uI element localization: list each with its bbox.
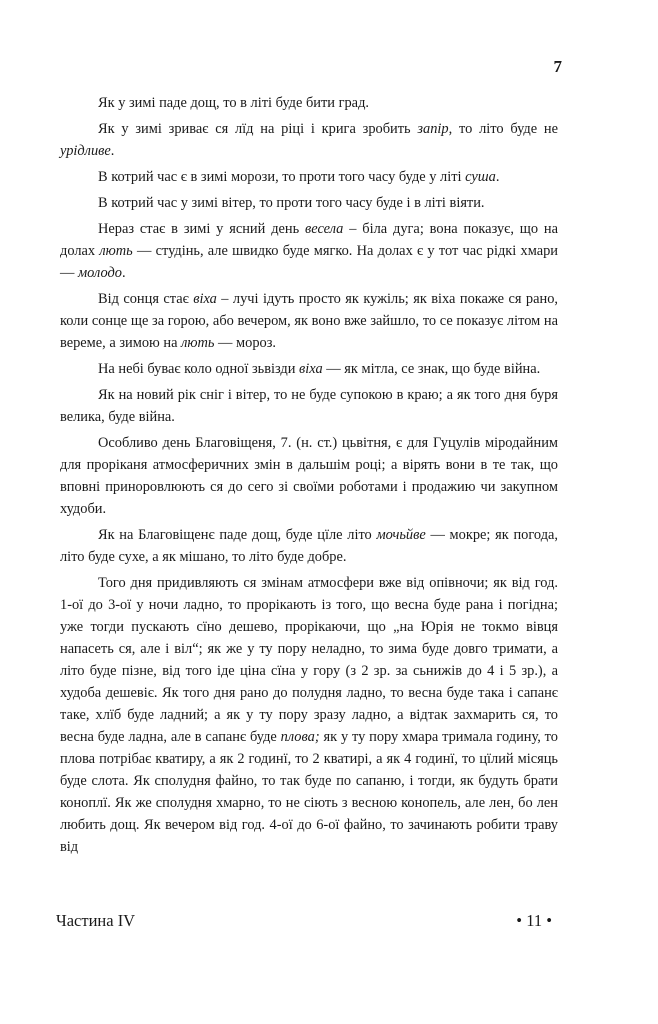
paragraph: Як на новий рік сніг і вітер, то не буде супокою в краю; а як того дня буря велика, буде війна. [60, 387, 558, 425]
paragraph: Нераз стає в зимі у ясний день весела – біла дуга; вона показує, що на долах лють — студінь, але швидко буде мягко. На долах є у тот час рідкі хмари — молодо. [60, 221, 558, 281]
paragraph: В котрий час є в зимі морози, то проти того часу буде у літі суша. [98, 169, 500, 185]
page-number: 7 [553, 57, 562, 76]
body-text [60, 92, 558, 862]
paragraph: Особливо день Благовіщеня, 7. (н. ст.) цьвітня, є для Гуцулів міродайним для проріканя атмосферичних змін в дальшім році; а вірять вони в те так, що вповні приноровлюють ся до сего зі своїми роботами і продажию чи закупном худоби. [60, 435, 558, 517]
paragraph: Як на Благовіщенє паде дощ, буде цїле літо мочьйве — мокре; як погода, літо буде сухе, а як мішано, то літо буде добре. [60, 527, 558, 565]
paragraph: Того дня придивляють ся змінам атмосфери вже від опівночи; як від год. 1-ої до 3-ої у ночи ладно, то прорікають із того, що весна буде рана і погідна; уже тогди пускають сїно дешево, прорікаючи, що „на Юрія не токмо вівця напасеть ся, але і віл“; як же у ту пору неладно, то зима буде довго тримати, а літо буде пізне, від того іде ціна сїна у гору (з 2 зр. за сьнижів до 4 і 5 зр.), а худоба дешевіє. Як того дня рано до полудня ладно, то весна буде така і сапанє таке, хлїб буде ладний; а як у ту пору зразу ладно, а відтак захмарить ся, то весна буде ладна, але в сапанє буде плова; як у ту пору хмара тримала годину, то плова потрібає кватиру, а як 2 годинї, то 2 кватирі, а як 4 годинї, то цїлий місяць буде слота. Як сполудня файно, то так буде по сапаню, і тогди, як будуть брати коноплї. Як же сполудня хмарно, то не сіють з весною конопель, але лен, бо лен любить дощ. Як вечером від год. 4-ої до 6-ої файно, то зачинають робити траву від [60, 575, 558, 855]
paragraph: Як у зимі паде дощ, то в літі буде бити град. [98, 95, 369, 111]
footer-page-number: • 11 • [516, 911, 552, 930]
footer-section-title: Частина IV [56, 911, 136, 930]
paragraph: Як у зимі зриває ся лїд на ріці і крига зробить запір, то літо буде не урідливе. [60, 121, 558, 159]
paragraph: Від сонця стає віха – лучі ідуть просто як кужіль; як віха покаже ся рано, коли сонце ще за горою, або вечером, як воно вже зайшло, то се показує літом на вереме, а зимою на лють — мороз. [60, 291, 559, 351]
paragraph: На небі буває коло одної зьвізди віха — як мітла, се знак, що буде війна. [98, 361, 541, 377]
paragraph: В котрий час у зимі вітер, то проти того часу буде і в літі віяти. [98, 195, 485, 211]
